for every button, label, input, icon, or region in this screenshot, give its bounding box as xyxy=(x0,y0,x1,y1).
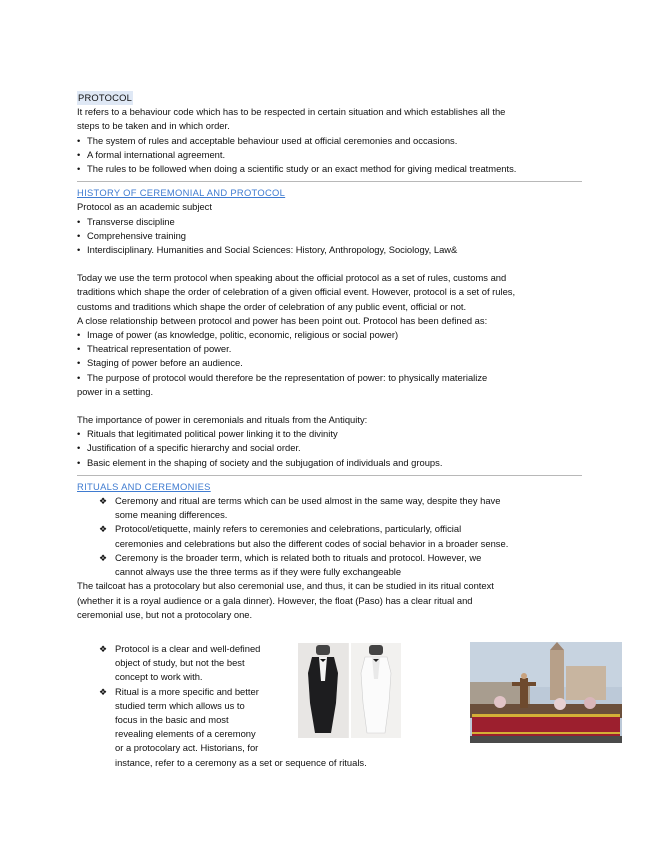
diamond-bullet-icon: ❖ xyxy=(99,686,108,697)
list-item: ❖ Ceremony is the broader term, which is related both to rituals and protocol. However, we cannot always use the three terms as if they were fully exchangeable xyxy=(99,551,482,578)
diamond-bullet-icon: ❖ xyxy=(99,496,108,507)
importance-line: The importance of power in ceremonials and rituals from the Antiquity: xyxy=(77,414,368,426)
paragraph-line: A close relationship between protocol and power has been point out. Protocol has been defined as: xyxy=(77,314,488,326)
paragraph-line: ceremonial use, but not a protocolary one. xyxy=(77,608,253,620)
history-subject: Protocol as an academic subject xyxy=(77,201,212,213)
black-tailcoat-image xyxy=(298,643,349,738)
list-item: • Transverse discipline xyxy=(77,215,582,229)
subject-list xyxy=(77,215,582,258)
paragraph-line: power in a setting. xyxy=(77,385,154,397)
list-item: • Justification of a specific hierarchy and social order. xyxy=(77,441,582,455)
list-item: • Rituals that legitimated political power linking it to the divinity xyxy=(77,427,582,441)
paso-float-image xyxy=(470,642,622,743)
diamond-bullet-icon: ❖ xyxy=(99,524,108,535)
paragraph-line: traditions which shape the order of celebration of a given official event. However, protocol is a set of rules, xyxy=(77,286,516,298)
rituals-heading[interactable]: RITUALS AND CEREMONIES xyxy=(77,480,211,492)
paragraph-line: The tailcoat has a protocolary but also ceremonial use, and thus, it can be studied in its ritual context xyxy=(77,580,494,592)
list-item: • The system of rules and acceptable behaviour used at official ceremonies and occasions. xyxy=(77,134,582,148)
list-item: • Basic element in the shaping of society and the subjugation of individuals and groups. xyxy=(77,456,582,470)
importance-list xyxy=(77,427,582,470)
list-item: • A formal international agreement. xyxy=(77,148,582,162)
paragraph-line: customs and traditions which shape the order of celebration of any public event, official or not. xyxy=(77,300,467,312)
list-item: ❖ Protocol/etiquette, mainly refers to ceremonies and celebrations, particularly, official ceremonies and celebrations but also the different codes of social behavior in a broader sense. xyxy=(99,523,509,549)
section-divider xyxy=(77,181,582,182)
tailcoat-image xyxy=(298,643,401,738)
diamond-bullet-icon: ❖ xyxy=(99,644,108,654)
protocol-heading: PROTOCOL xyxy=(77,91,133,105)
list-item: • The purpose of protocol would therefore be the representation of power: to physically materialize xyxy=(77,371,582,385)
paragraph-line: Today we use the term protocol when speaking about the official protocol as a set of rules, customs and xyxy=(77,272,507,284)
list-item: • The rules to be followed when doing a scientific study or an exact method for giving medical treatments. xyxy=(77,162,582,176)
list-item: • Staging of power before an audience. xyxy=(77,356,582,370)
protocol-list xyxy=(77,134,582,177)
white-tailcoat-image xyxy=(349,643,402,738)
history-heading[interactable]: HISTORY OF CEREMONIAL AND PROTOCOL xyxy=(77,187,286,199)
list-item: • Theatrical representation of power. xyxy=(77,342,582,356)
diamond-bullet-icon: ❖ xyxy=(99,552,108,563)
section-divider xyxy=(77,475,582,476)
list-item: ❖ Ceremony and ritual are terms which can be used almost in the same way, despite they have some meaning differences. xyxy=(99,495,501,521)
list-item: • Comprehensive training xyxy=(77,229,582,243)
list-item: ❖ Ritual is a more specific and better studied term which allows us to focus in the basic and most revealing elements of a ceremony or a protocolary act. Historians, for instance, refer to a ceremony as a set or sequence of rituals. xyxy=(99,685,367,768)
paragraph-line: (whether it is a royal audience or a gala dinner). However, the float (Paso) has a clear ritual and xyxy=(77,594,473,606)
list-item: • Interdisciplinary. Humanities and Social Sciences: History, Anthropology, Sociology, Law& xyxy=(77,243,582,257)
protocol-intro-line: It refers to a behaviour code which has to be respected in certain situation and which establishes all the xyxy=(77,106,506,118)
document-body xyxy=(77,91,582,622)
rituals-list xyxy=(77,494,582,579)
definition-list xyxy=(77,328,582,385)
list-item: • Image of power (as knowledge, politic, economic, religious or social power) xyxy=(77,328,582,342)
list-item: ❖ Protocol is a clear and well-defined object of study, but not the best concept to work with. xyxy=(99,643,261,683)
protocol-intro-line: steps to be taken and in which order. xyxy=(77,120,230,132)
